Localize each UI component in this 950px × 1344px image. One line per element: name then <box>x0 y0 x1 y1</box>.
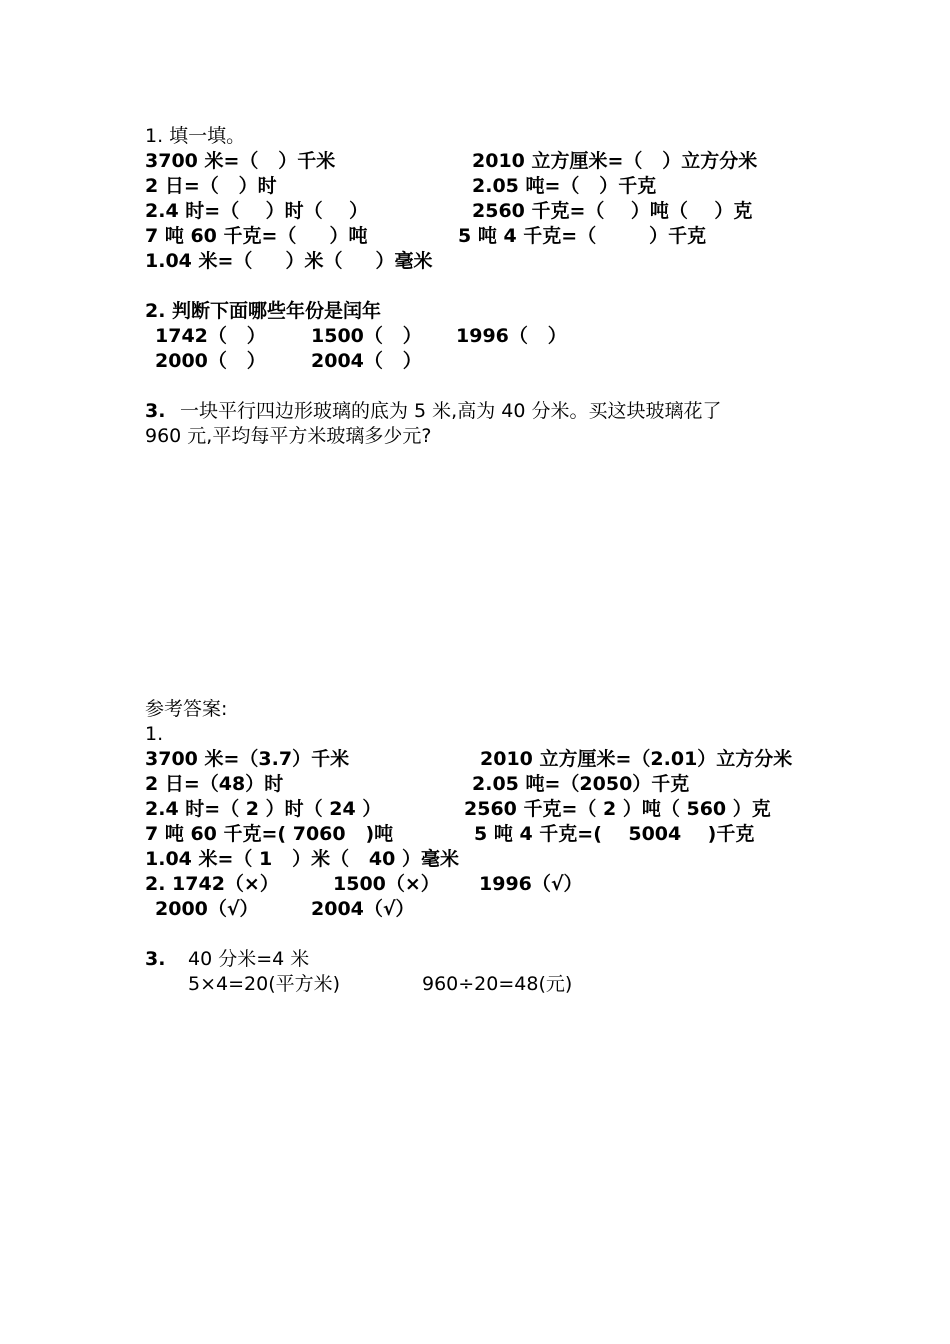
q1-row3-left: 2.4 时=（ ）时（ ） <box>145 200 369 222</box>
q1-row2-right: 2.05 吨=（ ）千克 <box>472 175 657 197</box>
q1-title: 1. 填一填。 <box>145 125 246 147</box>
q2-year-2004: 2004（ ） <box>311 350 422 372</box>
q1-row4-left: 7 吨 60 千克=（ ）吨 <box>145 225 368 247</box>
answer2-2004: 2004（√） <box>311 898 415 920</box>
q1-row5-left: 1.04 米=（ ）米（ ）毫米 <box>145 250 433 272</box>
answer3-line1: 40 分米=4 米 <box>188 948 310 970</box>
answer2-1500: 1500（×） <box>333 873 440 895</box>
answer3-number: 3. <box>145 948 166 970</box>
q1-row1-right: 2010 立方厘米=（ ）立方分米 <box>472 150 758 172</box>
q2-title: 2. 判断下面哪些年份是闰年 <box>145 300 382 322</box>
q2-year-1500: 1500（ ） <box>311 325 422 347</box>
answer1-row5-left: 1.04 米=（ 1 ）米（ 40 ）毫米 <box>145 848 459 870</box>
q3-text-line1: 一块平行四边形玻璃的底为 5 米,高为 40 分米。买这块玻璃花了 <box>180 400 722 422</box>
q2-year-1996: 1996（ ） <box>456 325 567 347</box>
answers-heading: 参考答案: <box>145 698 228 720</box>
q2-year-1742: 1742（ ） <box>155 325 266 347</box>
answer1-row4-left: 7 吨 60 千克=( 7060 )吨 <box>145 823 394 845</box>
answer1-row1-right: 2010 立方厘米=（2.01）立方分米 <box>480 748 793 770</box>
q1-row3-right: 2560 千克=（ ）吨（ ）克 <box>472 200 753 222</box>
answer1-row4-right: 5 吨 4 千克=( 5004 )千克 <box>474 823 755 845</box>
q2-year-2000: 2000（ ） <box>155 350 266 372</box>
q3-number: 3. <box>145 400 166 422</box>
q1-row4-right: 5 吨 4 千克=（ ）千克 <box>458 225 707 247</box>
answer1-row3-left: 2.4 时=（ 2 ）时（ 24 ） <box>145 798 382 820</box>
answer2-2000: 2000（√） <box>155 898 259 920</box>
answer1-row1-left: 3700 米=（3.7）千米 <box>145 748 350 770</box>
q1-row2-left: 2 日=（ ）时 <box>145 175 277 197</box>
answer1-row2-left: 2 日=（48）时 <box>145 773 284 795</box>
answer2-1996: 1996（√） <box>479 873 583 895</box>
answer3-area: 5×4=20(平方米) <box>188 973 341 995</box>
answer1-number: 1. <box>145 723 164 745</box>
answer1-row3-right: 2560 千克=（ 2 ）吨（ 560 ）克 <box>464 798 771 820</box>
answer1-row2-right: 2.05 吨=（2050）千克 <box>472 773 690 795</box>
q3-text-line2: 960 元,平均每平方米玻璃多少元? <box>145 425 432 447</box>
answer2-1742: 2. 1742（×） <box>145 873 279 895</box>
answer3-price: 960÷20=48(元) <box>422 973 573 995</box>
q1-row1-left: 3700 米=（ ）千米 <box>145 150 336 172</box>
